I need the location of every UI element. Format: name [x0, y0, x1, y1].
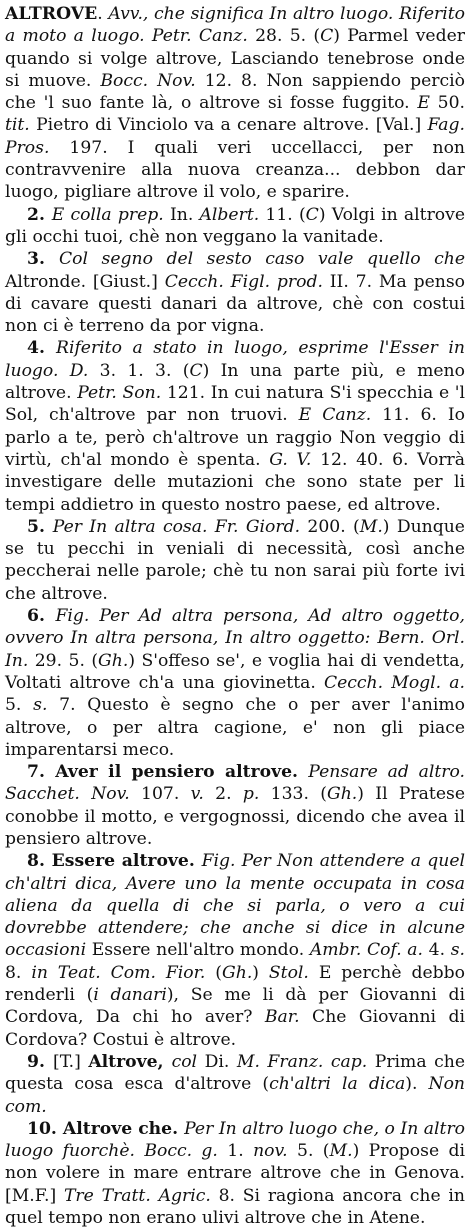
bold-text: 2. [27, 204, 52, 225]
bold-text: 4. [27, 338, 56, 359]
italic-text: ch'altri la dica [269, 1074, 406, 1095]
italic-text: col [171, 1051, 198, 1072]
italic-text: C [305, 204, 319, 225]
body-text: 5. [5, 695, 34, 716]
entry-list [5, 3, 465, 1229]
body-text: 12. 40. 6. Vorrà investigare delle mutazioni che sono state per li tempi addietro in questo nostro paese, ed altrove. [5, 449, 465, 515]
italic-text: E [417, 93, 430, 114]
body-text: . [97, 4, 109, 24]
italic-text: Stol. [268, 962, 309, 983]
body-text: 4. [423, 940, 451, 961]
body-text: 28. 5. ( [247, 26, 321, 47]
body-text: 121. In cui natura S'i specchia e 'l Sol, ch'altrove par non truovi. [5, 383, 465, 426]
body-text: Che Giovanni di Cordova? Costui è altrove. [5, 1007, 465, 1050]
italic-text: Fig. Per Ad altra persona, Ad altro oggetto, ovvero In altra persona, In altro oggetto: Bern. Orl. In. [5, 606, 465, 671]
body-text: ). [405, 1074, 429, 1095]
entry-sense-7 [5, 761, 465, 850]
entry-sense-4 [5, 337, 465, 515]
body-text: ) Il Pratese conobbe il motto, e vergognossi, dicendo che avea il pensiero altrove. [5, 784, 465, 849]
italic-text: C [189, 360, 203, 381]
entry-sense-5 [5, 516, 465, 605]
entry-headword-paragraph [5, 3, 465, 204]
bold-text: 10. Altrove che. [27, 1118, 185, 1139]
body-text: Pietro di Vinciolo va a cenare altrove. [Val.] [29, 115, 428, 136]
italic-text: Petr. Son. [77, 383, 162, 404]
italic-text: Bar. [264, 1007, 300, 1028]
bold-text: 8. Essere altrove. [27, 851, 202, 872]
body-text: 11. 6. Io parlo a te, però ch'altrove un raggio Non veggio di virtù, ch'al mondo è spenta. [5, 405, 465, 470]
bold-text: 7. Aver il pensiero altrove. [27, 762, 309, 783]
italic-text: Tre Tratt. Agric. [63, 1185, 211, 1206]
italic-text: Cecch. Figl. prod. [164, 271, 323, 292]
body-text: 7. Questo è segno che o per aver l'animo altrove, o per altra cagione, e' non gli piace imparentarsi meco. [5, 695, 465, 760]
body-text: ( [205, 962, 223, 983]
italic-text: E Canz. [298, 405, 372, 426]
italic-text: Pensare ad altro. Sacchet. Nov. [5, 762, 465, 805]
italic-text: Gh. [222, 962, 253, 983]
body-text: 50. [429, 93, 465, 114]
body-text: ) Volgi in altrove gli occhi tuoi, chè non veggano la vanitade. [5, 204, 466, 247]
body-text: In. [163, 204, 200, 225]
bold-text: 6. [27, 606, 56, 627]
body-text: 3. 1. 3. ( [88, 360, 190, 381]
entry-sense-10 [5, 1118, 465, 1229]
body-text: 8. Si ragiona ancora che in quel tempo non erano ulivi altrove che in Atene. [5, 1185, 465, 1229]
italic-text: Fag. Pros. [5, 115, 465, 158]
italic-text: Non com. [5, 1074, 466, 1117]
italic-text: M. Franz. cap. [236, 1051, 368, 1072]
entry-sense-3 [5, 248, 465, 337]
body-text: 200. ( [300, 516, 360, 537]
body-text: 1. [217, 1141, 254, 1162]
italic-text: E colla prep. [51, 204, 164, 225]
body-text: 107. [129, 784, 191, 805]
italic-text: M. [329, 1141, 353, 1162]
body-text: 12. 8. Non sappiendo perciò che 'l suo fante là, o altrove si fosse fuggito. [5, 70, 465, 114]
italic-text: tit. [5, 115, 30, 136]
italic-text: Per In altra cosa. Fr. Giord. [52, 516, 301, 537]
italic-text: s. [450, 940, 465, 961]
bold-text: 9. [27, 1051, 53, 1072]
italic-text: i danari [93, 985, 167, 1006]
italic-text: s. [33, 695, 48, 716]
body-text: E perchè debbo renderli ( [5, 962, 465, 1006]
body-text: 8. [5, 962, 32, 983]
italic-text: Riferito a stato in luogo, esprime l'Esser in luogo. D. [5, 338, 465, 381]
italic-text: Avv., che significa In altro luogo. Riferito a moto a luogo. Petr. Canz. [5, 4, 465, 47]
body-text: Essere nell'altro mondo. [86, 940, 310, 961]
entry-sense-6 [5, 605, 465, 761]
italic-text: Per In altro luogo che, o In altro luogo fuorchè. Bocc. g. [5, 1118, 466, 1162]
body-text: ) In una parte più, e meno altrove. [5, 360, 465, 404]
body-text: ) [252, 962, 269, 983]
bold-text: 5. [27, 516, 53, 537]
italic-text: nov. [253, 1141, 288, 1162]
italic-text: Gh. [326, 784, 358, 805]
bold-text: Altrove, [88, 1051, 172, 1072]
italic-text: G. V. [269, 449, 312, 470]
italic-text: Albert. [199, 204, 260, 225]
italic-text: Bocc. Nov. [100, 70, 196, 91]
body-text: 29. 5. ( [28, 650, 99, 671]
italic-text: C [320, 26, 334, 47]
body-text: ) Parmel veder quando si volge altrove, Lasciando tenebrose onde si muove. [5, 26, 465, 91]
body-text: Altronde. [Giust.] [5, 271, 165, 292]
bold-text: 3. [27, 249, 59, 270]
entry-sense-8 [5, 850, 465, 1051]
bold-text: ALTROVE [5, 4, 98, 24]
entry-sense-9 [5, 1051, 465, 1118]
italic-text: Cecch. Mogl. a. [323, 672, 465, 693]
body-text: ) Propose di non volere in mare entrare altrove che in Genova. [M.F.] [5, 1141, 466, 1206]
italic-text: v. [190, 784, 204, 805]
body-text: [T.] [52, 1051, 89, 1072]
body-text: ) Dunque se tu pecchi in veniali di necessità, così anche peccherai nelle parole; chè tu non sarai più forte ivi che altrove. [5, 516, 465, 604]
body-text: 197. I quali veri uccellacci, per non contravvenire alla nuova creanza... debbon dar luogo, pigliare altrove il volo, e sparire. [5, 137, 465, 203]
body-text: Prima che questa cosa esca d'altrove ( [5, 1051, 465, 1095]
body-text: 5. ( [287, 1141, 330, 1162]
italic-text: Fig. Per Non attendere a quel ch'altri dica, Avere uno la mente occupata in cosa aliena da quella di che si parla, o vero a cui dovrebbe attendere; che anche si dice in alcune occasioni [5, 851, 465, 961]
body-text: 11. ( [259, 204, 306, 225]
italic-text: p. [242, 784, 260, 805]
italic-text: M. [359, 516, 383, 537]
body-text: ), Se me li dà per Giovanni di Cordova, Da chi ho aver? [5, 985, 465, 1028]
body-text: II. 7. Ma penso di cavare questi danari da altrove, chè con costui non ci è terreno da por vigna. [5, 271, 465, 337]
body-text: Di. [197, 1051, 237, 1072]
italic-text: in Teat. Com. Fior. [31, 962, 206, 983]
italic-text: Ambr. Cof. a. [309, 940, 424, 961]
italic-text: Col segno del sesto caso vale quello che [59, 249, 465, 270]
body-text: 2. [203, 784, 243, 805]
body-text: ) S'offeso se', e voglia hai di vendetta, Voltati altrove ch'a una giovinetta. [5, 650, 465, 693]
entry-sense-2 [5, 204, 465, 249]
italic-text: Gh. [98, 650, 129, 671]
body-text: 133. ( [259, 784, 327, 805]
